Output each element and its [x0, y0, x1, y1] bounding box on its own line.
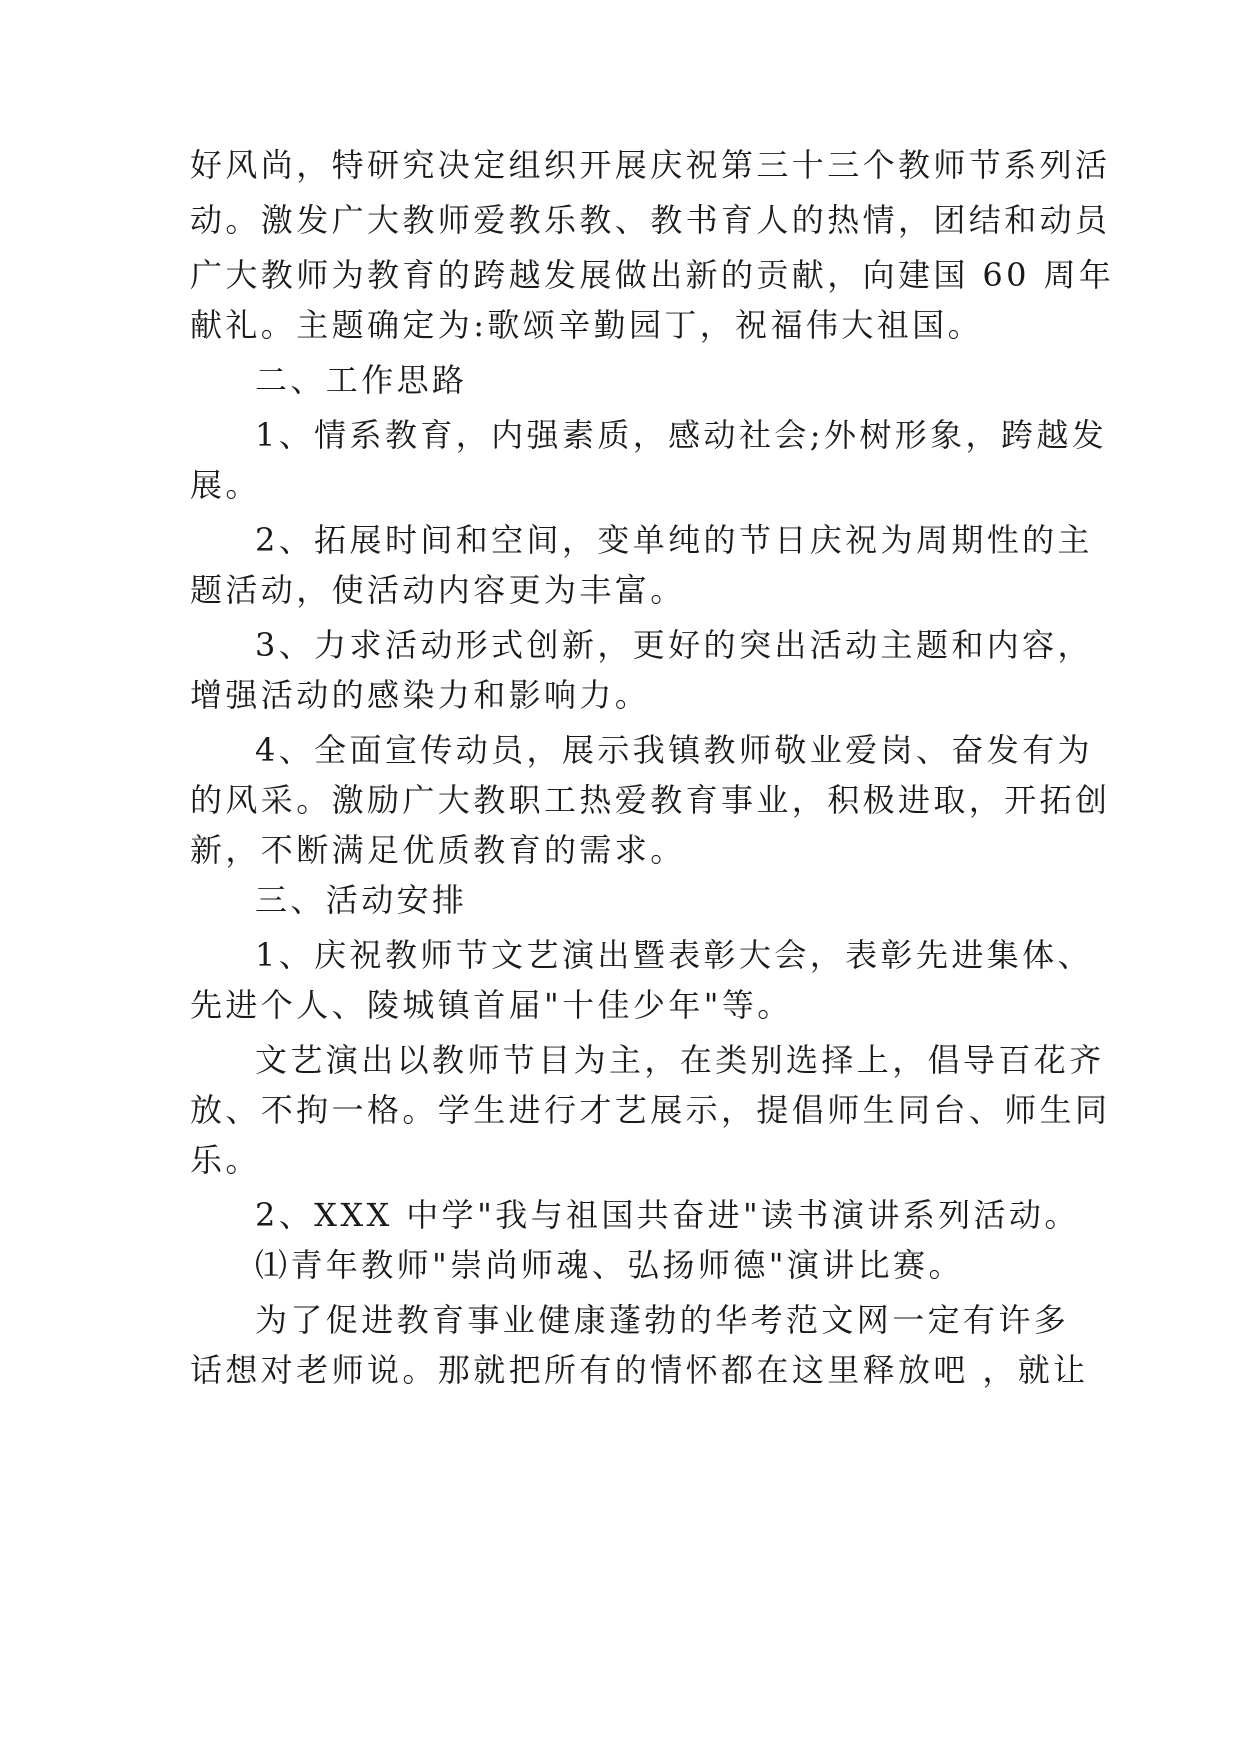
- paragraph-line: 4、全面宣传动员，展示我镇教师敬业爱岗、奋发有为: [255, 731, 1093, 769]
- section-heading: 三、活动安排: [255, 881, 468, 919]
- paragraph-line: 文艺演出以教师节目为主，在类别选择上，倡导百花齐: [255, 1041, 1105, 1079]
- paragraph-line: 乐。: [190, 1141, 261, 1179]
- paragraph-line: ⑴青年教师"崇尚师魂、弘扬师德"演讲比赛。: [255, 1246, 964, 1284]
- paragraph-line: 1、庆祝教师节文艺演出暨表彰大会，表彰先进集体、: [255, 936, 1093, 974]
- paragraph-line: 好风尚，特研究决定组织开展庆祝第三十三个教师节系列活: [190, 146, 1111, 184]
- paragraph-line: 放、不拘一格。学生进行才艺展示，提倡师生同台、师生同: [190, 1091, 1111, 1129]
- paragraph-line: 题活动，使活动内容更为丰富。: [190, 571, 686, 609]
- paragraph-line: 的风采。激励广大教职工热爱教育事业，积极进取，开拓创: [190, 781, 1111, 819]
- paragraph-line: 展。: [190, 466, 261, 504]
- paragraph-line: 广大教师为教育的跨越发展做出新的贡献，向建国 60 周年: [190, 256, 1115, 294]
- paragraph-line: 为了促进教育事业健康蓬勃的华考范文网一定有许多: [255, 1301, 1070, 1339]
- paragraph-line: 1、情系教育，内强素质，感动社会;外树形象，跨越发: [255, 416, 1108, 454]
- paragraph-line: 献礼。主题确定为:歌颂辛勤园丁，祝福伟大祖国。: [190, 306, 983, 344]
- paragraph-line: 话想对老师说。那就把所有的情怀都在这里释放吧 ，就让: [190, 1351, 1089, 1389]
- paragraph-line: 2、拓展时间和空间，变单纯的节日庆祝为周期性的主: [255, 521, 1093, 559]
- paragraph-line: 增强活动的感染力和影响力。: [190, 676, 651, 714]
- paragraph-line: 新，不断满足优质教育的需求。: [190, 831, 686, 869]
- paragraph-line: 3、力求活动形式创新，更好的突出活动主题和内容，: [255, 626, 1093, 664]
- section-heading: 二、工作思路: [255, 361, 468, 399]
- paragraph-line: 2、XXX 中学"我与祖国共奋进"读书演讲系列活动。: [255, 1196, 1080, 1234]
- paragraph-line: 先进个人、陵城镇首届"十佳少年"等。: [190, 986, 793, 1024]
- paragraph-line: 动。激发广大教师爱教乐教、教书育人的热情，团结和动员: [190, 201, 1111, 239]
